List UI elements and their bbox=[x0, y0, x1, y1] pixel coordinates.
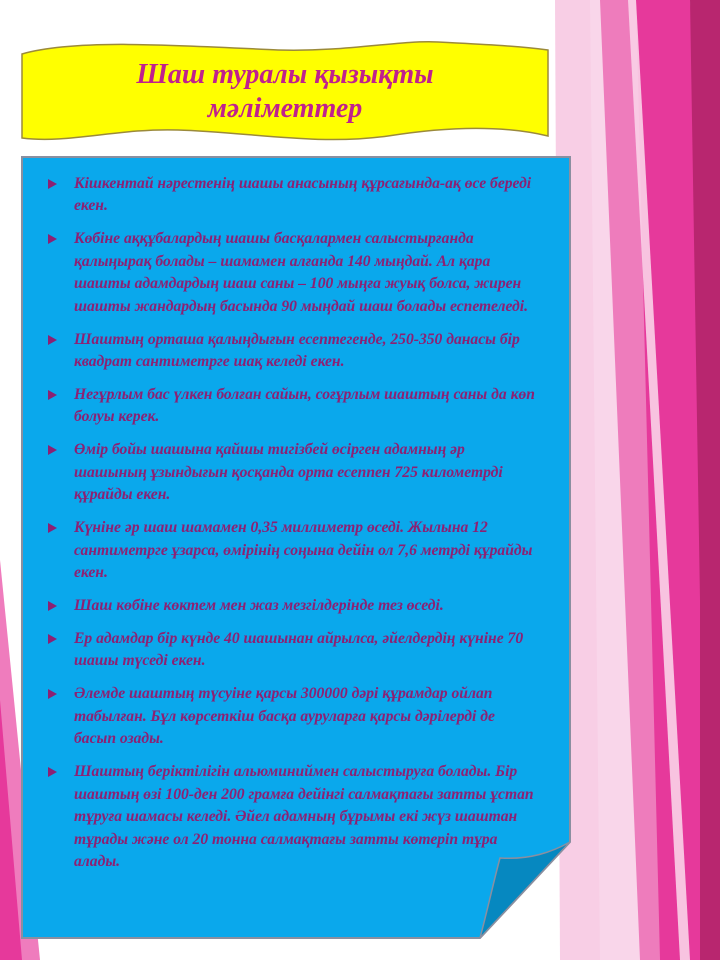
list-item bbox=[44, 228, 540, 318]
fact-text: Күніне әр шаш шамамен 0,35 миллиметр өседі. Жылына 12 сантиметрге ұзарса, өмірінің соңына дейін ол 7,6 метрді құрайды екен. bbox=[74, 519, 533, 582]
list-item bbox=[44, 173, 540, 218]
list-item bbox=[44, 384, 540, 429]
arrow-bullet-icon bbox=[48, 179, 57, 189]
fact-text: Кішкентай нәрестенің шашы анасының құрсағында-ақ өсе береді екен. bbox=[74, 175, 532, 215]
list-item bbox=[44, 683, 540, 750]
fact-text: Ер адамдар бір күнде 40 шашынан айрылса, әйелдердің күніне 70 шашы түседі екен. bbox=[74, 630, 524, 670]
arrow-bullet-icon bbox=[48, 234, 57, 244]
list-item bbox=[44, 628, 540, 673]
fact-text: Көбіне аққұбалардың шашы басқалармен салыстырғанда қалыңырақ болады – шамамен алғанда 140 мыңдай. Ал қара шашты адамдардың шаш саны – 100 мыңға жуық болса, жирен шашты жандардың басында 90 мыңдай шаш болады еспетеледі. bbox=[74, 230, 529, 315]
arrow-bullet-icon bbox=[48, 634, 57, 644]
list-item bbox=[44, 517, 540, 584]
arrow-bullet-icon bbox=[48, 601, 57, 611]
arrow-bullet-icon bbox=[48, 767, 57, 777]
arrow-bullet-icon bbox=[48, 335, 57, 345]
fact-text: Шаштың беріктілігін альюминиймен салыстыруға болады. Бір шаштың өзі 100-ден 200 грамға дейінгі салмақтағы затты ұстап тұруға шамасы келеді. Әйел адамның бұрымы екі жүз шаштан тұрады және ол 20 тонна салмақтағы затты көтеріп тұра алады. bbox=[74, 763, 534, 870]
fact-text: Өмір бойы шашына қайшы тигізбей өсірген адамның әр шашының ұзындығын қосқанда орта есеппен 725 километрді құрайды екен. bbox=[74, 441, 503, 504]
facts-list bbox=[44, 173, 540, 884]
title-line-2: мәліметтер bbox=[207, 93, 363, 124]
list-item bbox=[44, 595, 540, 617]
fact-text: Негұрлым бас үлкен болған сайын, соғұрлым шаштың саны да көп болуы керек. bbox=[74, 386, 535, 426]
list-item bbox=[44, 329, 540, 374]
arrow-bullet-icon bbox=[48, 689, 57, 699]
arrow-bullet-icon bbox=[48, 445, 57, 455]
list-item bbox=[44, 761, 540, 873]
list-item bbox=[44, 439, 540, 506]
arrow-bullet-icon bbox=[48, 390, 57, 400]
title-line-1: Шаш туралы қызықты bbox=[136, 59, 434, 90]
fact-text: Шаштың орташа қалыңдығын есептегенде, 250-350 данасы бір квадрат сантиметрге шақ келеді екен. bbox=[74, 330, 520, 371]
fact-text: Шаш көбіне көктем мен жаз мезгілдерінде тез өседі. bbox=[74, 597, 444, 615]
arrow-bullet-icon bbox=[48, 523, 57, 533]
fact-text: Әлемде шаштың түсуіне қарсы 300000 дәрі құрамдар ойлап табылған. Бұл көрсеткіш басқа ауруларға қарсы дәрілерді де басып озады. bbox=[74, 685, 495, 748]
